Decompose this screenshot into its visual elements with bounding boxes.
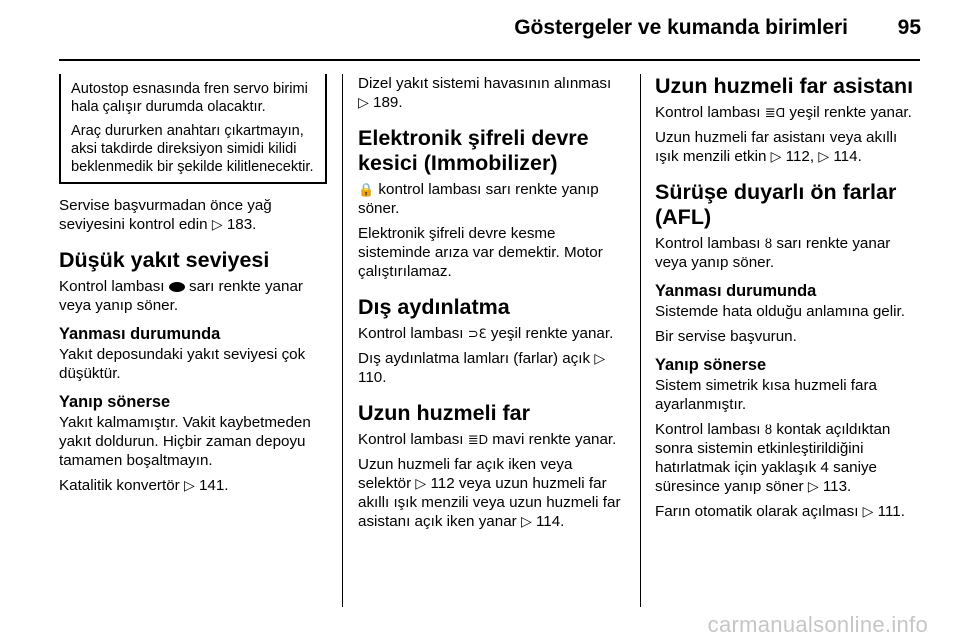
section-heading: Uzun huzmeli far asistanı: [655, 74, 914, 98]
column-2: Dizel yakıt sistemi havasının alınması ▷ 189. Elektronik şifreli devre kesici (Immobilizer) 🔒 kontrol lambası sarı renkte yanıp söner. Elektronik şifreli devre kesme sisteminde arıza var demektir. Motor çalıştırılamaz. Dış aydınlatma Kontrol lambası ⊃ℇ yeşil renkte yanar. Dış aydınlatma lamları (farlar) açık ▷ 110. Uzun huzmeli far Kontrol lambası ≣D mavi renkte yanar. Uzun huzmeli far açık iken veya selektör ▷ 112 veya uzun huzmeli far akıllı ışık menzili veya uzun huzmeli far asistanı açık iken yanar ▷ 114.: [358, 74, 626, 537]
column-divider: [342, 74, 343, 607]
subheading: Yanıp sönerse: [655, 356, 767, 374]
section-heading: Elektronik şifreli devre kesici (Immobilizer): [358, 126, 589, 175]
ref-arrow-icon: ▷: [594, 350, 606, 366]
page-ref[interactable]: 110.: [358, 369, 387, 386]
ref-arrow-icon: ▷: [211, 216, 223, 232]
section-heading: Sürüşe duyarlı ön farlar (AFL): [655, 180, 897, 229]
page-ref[interactable]: 114.: [535, 513, 565, 530]
notice-text: Araç dururken anahtarı çıkartmayın, aksi takdirde direksiyon simidi kilidi beklenmedik bir şekilde kilitlenecektir.: [71, 123, 314, 175]
section-heading: Uzun huzmeli far: [358, 401, 531, 425]
notice-text: Autostop esnasında fren servo birimi hala çalışır durumda olacaktır.: [71, 81, 308, 115]
afl-icon: ȣ: [764, 422, 773, 437]
ref-arrow-icon: ▷: [358, 94, 369, 110]
notice-box: [59, 74, 327, 184]
page-header: [0, 0, 960, 60]
ref-arrow-icon: ▷: [415, 475, 427, 491]
subheading: Yanması durumunda: [655, 282, 817, 300]
section-heading: Dış aydınlatma: [358, 295, 510, 319]
column-1: Autostop esnasında fren servo birimi hala çalışır durumda olacaktır. Araç dururken anahtarı çıkartmayın, aksi takdirde direksiyon simidi kilidi beklenmedik bir şekilde kilitlenecektir. Servise başvurmadan önce yağ seviyesini kontrol edin ▷ 183. Düşük yakıt seviyesi Kontrol lambası sarı renkte yanar veya yanıp söner. Yanması durumunda Yakıt deposundaki yakıt seviyesi çok düşüktür. Yanıp sönerse Yakıt kalmamıştır. Vakit kaybetmeden yakıt doldurun. Hiçbir zaman depoyu tamamen boşaltmayın. Katalitik konvertör ▷ 141.: [59, 74, 327, 501]
ref-arrow-icon: ▷: [520, 513, 532, 529]
column-divider: [640, 74, 641, 607]
oil-check-text: Servise başvurmadan önce yağ seviyesini kontrol edin ▷ 183.: [59, 197, 272, 233]
ref-arrow-icon: ▷: [807, 478, 819, 494]
page-ref[interactable]: 141.: [198, 477, 229, 494]
page-ref[interactable]: 111.: [877, 503, 905, 520]
ref-arrow-icon: ▷: [183, 477, 195, 493]
fuel-warning-icon: [169, 282, 185, 292]
high-beam-icon: ≣D: [467, 432, 489, 447]
page-ref[interactable]: 112: [430, 475, 455, 492]
page-number: 95: [897, 16, 921, 39]
subheading: Yanması durumunda: [59, 325, 221, 343]
ref-arrow-icon: ▷: [862, 503, 874, 519]
high-beam-assist-icon: ≣Ɑ: [764, 105, 786, 120]
header-rule: [59, 59, 920, 61]
page-ref[interactable]: 189.: [373, 94, 403, 111]
exterior-light-icon: ⊃ℇ: [467, 326, 487, 341]
section-heading: Düşük yakıt seviyesi: [59, 248, 270, 272]
ref-arrow-icon: ▷: [770, 148, 782, 164]
header-title: Göstergeler ve kumanda birimleri: [514, 16, 848, 39]
immobilizer-icon: 🔒: [358, 182, 375, 197]
page-ref[interactable]: 113.: [822, 478, 852, 495]
watermark: carmanualsonline.info: [707, 612, 928, 637]
afl-icon: ȣ: [764, 236, 773, 251]
page-ref[interactable]: 183.: [226, 216, 257, 233]
ref-arrow-icon: ▷: [818, 148, 830, 164]
column-3: Uzun huzmeli far asistanı Kontrol lambası ≣Ɑ yeşil renkte yanar. Uzun huzmeli far asistanı veya akıllı ışık menzili etkin ▷ 112, ▷ 114. Sürüşe duyarlı ön farlar (AFL) Kontrol lambası ȣ sarı renkte yanar veya yanıp söner. Yanması durumunda Sistemde hata olduğu anlamına gelir. Bir servise başvurun. Yanıp sönerse Sistem simetrik kısa huzmeli fara ayarlanmıştır. Kontrol lambası ȣ kontak açıldıktan sonra sistemin etkinleştirildiğini hatırlatmak için yaklaşık 4 saniye süresince yanıp söner ▷ 113. Farın otomatik olarak açılması ▷ 111.: [655, 74, 923, 527]
page-ref[interactable]: 112,: [785, 148, 815, 165]
subheading: Yanıp sönerse: [59, 393, 171, 411]
page-ref[interactable]: 114.: [833, 148, 862, 165]
